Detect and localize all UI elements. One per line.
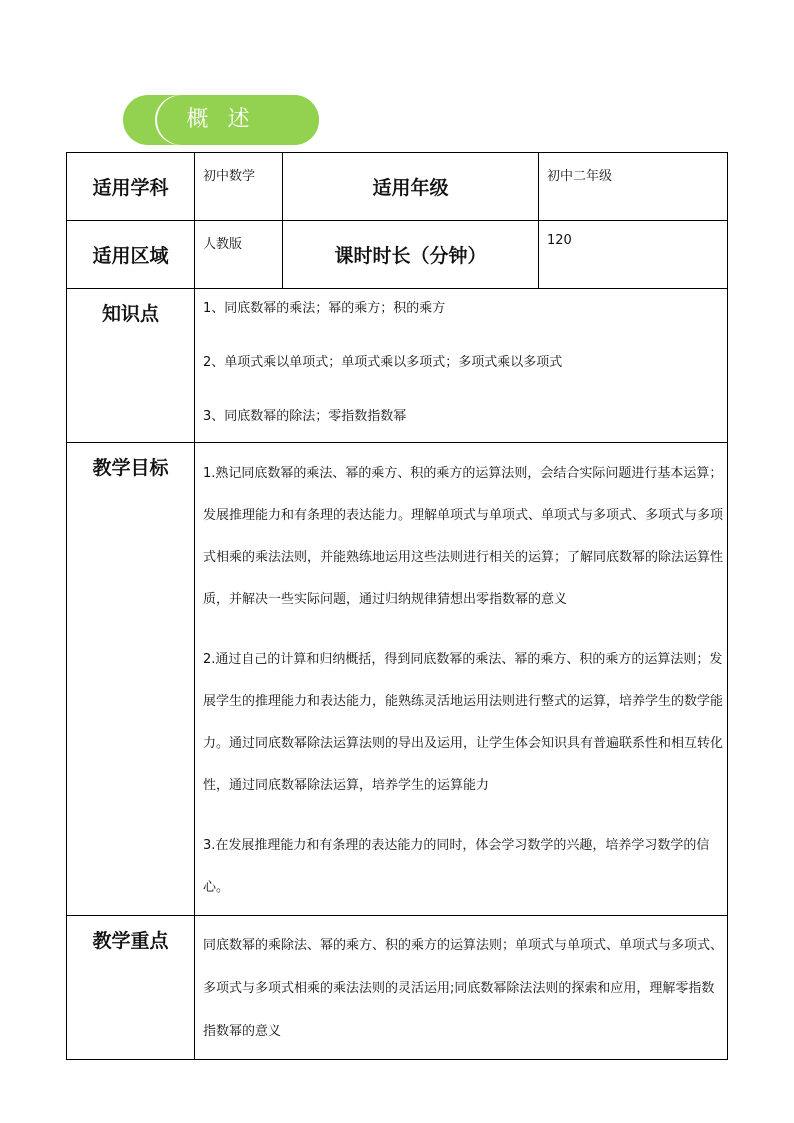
overview-banner	[123, 95, 319, 145]
grade-label: 适用年级	[283, 153, 539, 221]
course-info-table	[66, 152, 728, 1060]
knowledge-point: 3、同底数幂的除法；零指数指数幂	[203, 409, 407, 424]
row-subject-grade	[67, 153, 728, 221]
row-key-points	[67, 916, 728, 1060]
region-label: 适用区域	[67, 221, 195, 289]
row-knowledge-points	[67, 289, 728, 443]
knowledge-label: 知识点	[67, 289, 195, 443]
goal-paragraph: 1.熟记同底数幂的乘法、幂的乘方、积的乘方的运算法则，会结合实际问题进行基本运算；发展推理能力和有条理的表达能力。理解单项式与单项式、单项式与多项式、多项式与多项式相乘的乘法法则，并能熟练地运用这些法则进行相关的运算；了解同底数幂的除法运算性质，并解决一些实际问题，通过归纳规律猜想出零指数幂的意义	[203, 466, 724, 607]
banner-title: 概 述	[186, 107, 256, 132]
knowledge-points	[195, 289, 728, 443]
grade-value: 初中二年级	[539, 153, 728, 221]
goals-label: 教学目标	[67, 443, 195, 916]
goal-paragraph: 3.在发展推理能力和有条理的表达能力的同时，体会学习数学的兴趣，培养学习数学的信心。	[203, 838, 710, 895]
goal-paragraph: 2.通过自己的计算和归纳概括，得到同底数幂的乘法、幂的乘方、积的乘方的运算法则；发展学生的推理能力和表达能力，能熟练灵活地运用法则进行整式的运算，培养学生的数学能力。通过同底数幂除法运算法则的导出及运用，让学生体会知识具有普遍联系性和相互转化性，通过同底数幂除法运算，培养学生的运算能力	[203, 652, 724, 793]
duration-label: 课时时长（分钟）	[283, 221, 539, 289]
row-teaching-goals	[67, 443, 728, 916]
region-value: 人教版	[195, 221, 283, 289]
subject-value: 初中数学	[195, 153, 283, 221]
teaching-goals	[195, 443, 728, 916]
knowledge-point: 1、同底数幂的乘法；幂的乘方；积的乘方	[203, 301, 446, 316]
subject-label: 适用学科	[67, 153, 195, 221]
key-points: 同底数幂的乘除法、幂的乘方、积的乘方的运算法则；单项式与单项式、单项式与多项式、多项式与多项式相乘的乘法法则的灵活运用;同底数幂除法法则的探索和应用，理解零指数指数幂的意义	[195, 916, 728, 1060]
knowledge-point: 2、单项式乘以单项式；单项式乘以多项式；多项式乘以多项式	[203, 355, 563, 370]
key-label: 教学重点	[67, 916, 195, 1060]
row-region-duration	[67, 221, 728, 289]
duration-value: 120	[539, 221, 728, 289]
